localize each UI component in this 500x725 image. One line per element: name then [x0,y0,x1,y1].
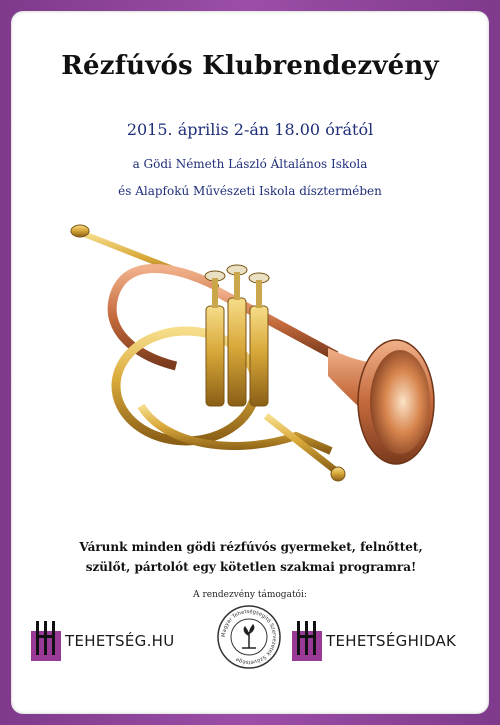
venue-line-2: és Alapfokú Művészeti Iskola dísztermében [118,184,382,198]
tehetseghidak-logo[interactable] [292,620,456,662]
tehetseg-hu-logo-text: TEHETSÉG.HU [65,632,175,650]
venue-line-1: a Gödi Németh László Általános Iskola [132,157,368,171]
poster-title: Rézfúvós Klubrendezvény [61,51,439,81]
seal-text: Magyar Tehetségsegítő Szervezetek Szövetsége [220,608,278,666]
sponsors-label: A rendezvény támogatói: [193,590,307,600]
tehetseg-hu-logo[interactable] [31,620,175,662]
tehetseg-logo-icon [31,621,61,661]
tehetseghidak-logo-text: TEHETSÉGHIDAK [326,632,457,650]
mtsz-seal [216,604,282,670]
poster-page [11,11,489,714]
event-date: 2015. április 2-án 18.00 órától [126,120,374,139]
invitation-text: Várunk minden gödi rézfúvós gyermeket, felnőttet, szülőt, pártolót egy kötetlen szakmai programra! [79,540,423,574]
tehetseghidak-logo-icon [292,621,322,661]
trumpet-illustration [66,216,446,506]
